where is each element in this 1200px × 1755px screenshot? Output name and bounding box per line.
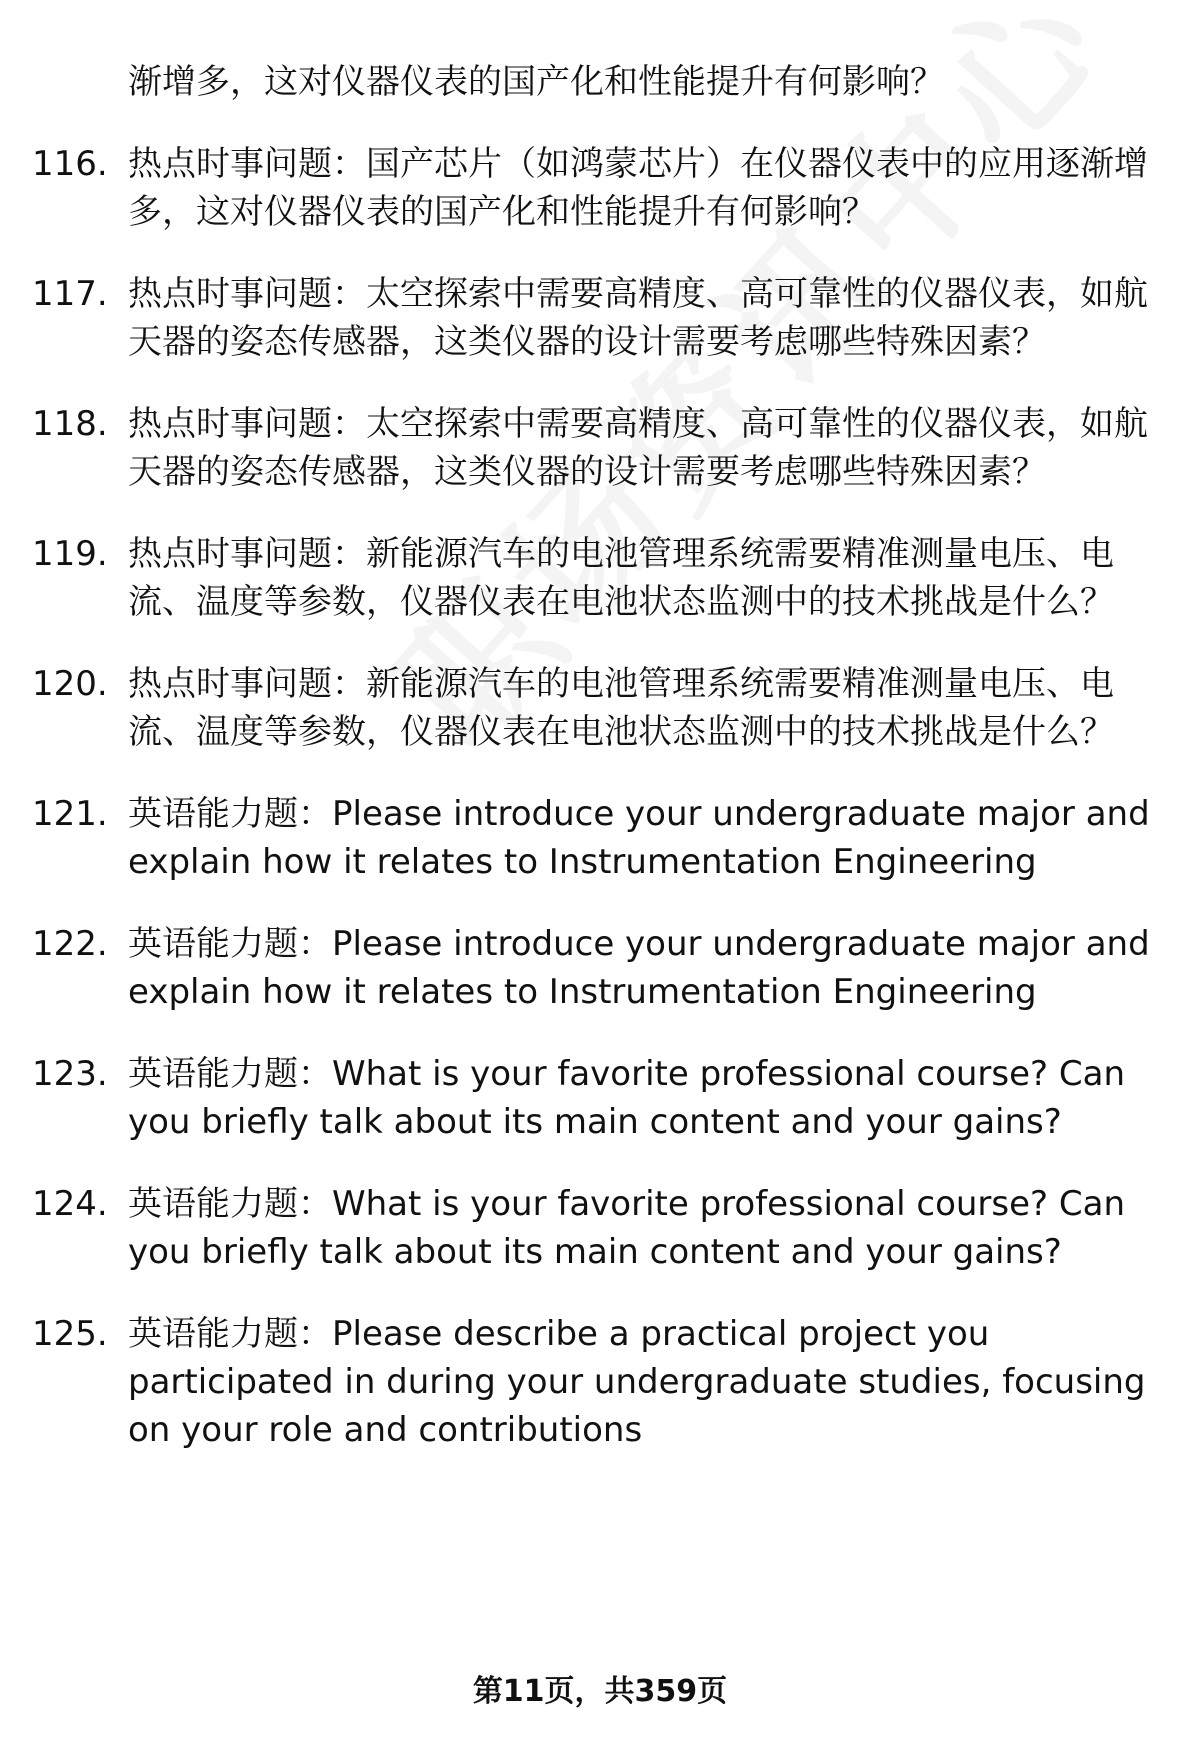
item-number: 121. bbox=[32, 794, 108, 834]
item-text: 英语能力题：What is your favorite professional course? Can you briefly talk about its main content and your gains? bbox=[128, 1054, 1126, 1142]
item-text: 英语能力题：What is your favorite professional course? Can you briefly talk about its main content and your gains? bbox=[128, 1184, 1126, 1272]
item-number: 123. bbox=[32, 1054, 108, 1094]
list-item bbox=[0, 1180, 1200, 1276]
item-text: 热点时事问题：新能源汽车的电池管理系统需要精准测量电压、电流、温度等参数，仪器仪表在电池状态监测中的技术挑战是什么？ bbox=[128, 664, 1114, 752]
list-item bbox=[0, 140, 1200, 236]
list-item bbox=[0, 270, 1200, 366]
list-item bbox=[0, 660, 1200, 756]
item-text: 热点时事问题：新能源汽车的电池管理系统需要精准测量电压、电流、温度等参数，仪器仪表在电池状态监测中的技术挑战是什么？ bbox=[128, 534, 1114, 622]
item-text: 热点时事问题：国产芯片（如鸿蒙芯片）在仪器仪表中的应用逐渐增多，这对仪器仪表的国产化和性能提升有何影响？ bbox=[128, 144, 1148, 232]
item-number: 122. bbox=[32, 924, 108, 964]
question-list bbox=[0, 58, 1200, 1454]
continuation-text: 渐增多，这对仪器仪表的国产化和性能提升有何影响？ bbox=[128, 62, 944, 102]
item-number: 118. bbox=[32, 404, 108, 444]
item-text: 热点时事问题：太空探索中需要高精度、高可靠性的仪器仪表，如航天器的姿态传感器，这类仪器的设计需要考虑哪些特殊因素？ bbox=[128, 404, 1148, 492]
item-text: 英语能力题：Please introduce your undergraduate major and explain how it relates to Instrumentation Engineering bbox=[128, 794, 1150, 882]
item-number: 117. bbox=[32, 274, 108, 314]
list-item bbox=[0, 920, 1200, 1016]
list-item bbox=[0, 790, 1200, 886]
item-number: 120. bbox=[32, 664, 108, 704]
list-item bbox=[0, 1050, 1200, 1146]
item-text: 英语能力题：Please introduce your undergraduate major and explain how it relates to Instrumentation Engineering bbox=[128, 924, 1150, 1012]
list-item bbox=[0, 1310, 1200, 1454]
list-item bbox=[0, 530, 1200, 626]
item-text: 热点时事问题：太空探索中需要高精度、高可靠性的仪器仪表，如航天器的姿态传感器，这类仪器的设计需要考虑哪些特殊因素？ bbox=[128, 274, 1148, 362]
list-item bbox=[0, 400, 1200, 496]
item-text: 英语能力题：Please describe a practical project you participated in during your undergraduate studies, focusing on your role and contributions bbox=[128, 1314, 1146, 1450]
item-number: 119. bbox=[32, 534, 108, 574]
page-footer: 第11页，共359页 bbox=[472, 1674, 728, 1709]
item-number: 124. bbox=[32, 1184, 108, 1224]
item-number: 116. bbox=[32, 144, 108, 184]
item-number: 125. bbox=[32, 1314, 108, 1354]
